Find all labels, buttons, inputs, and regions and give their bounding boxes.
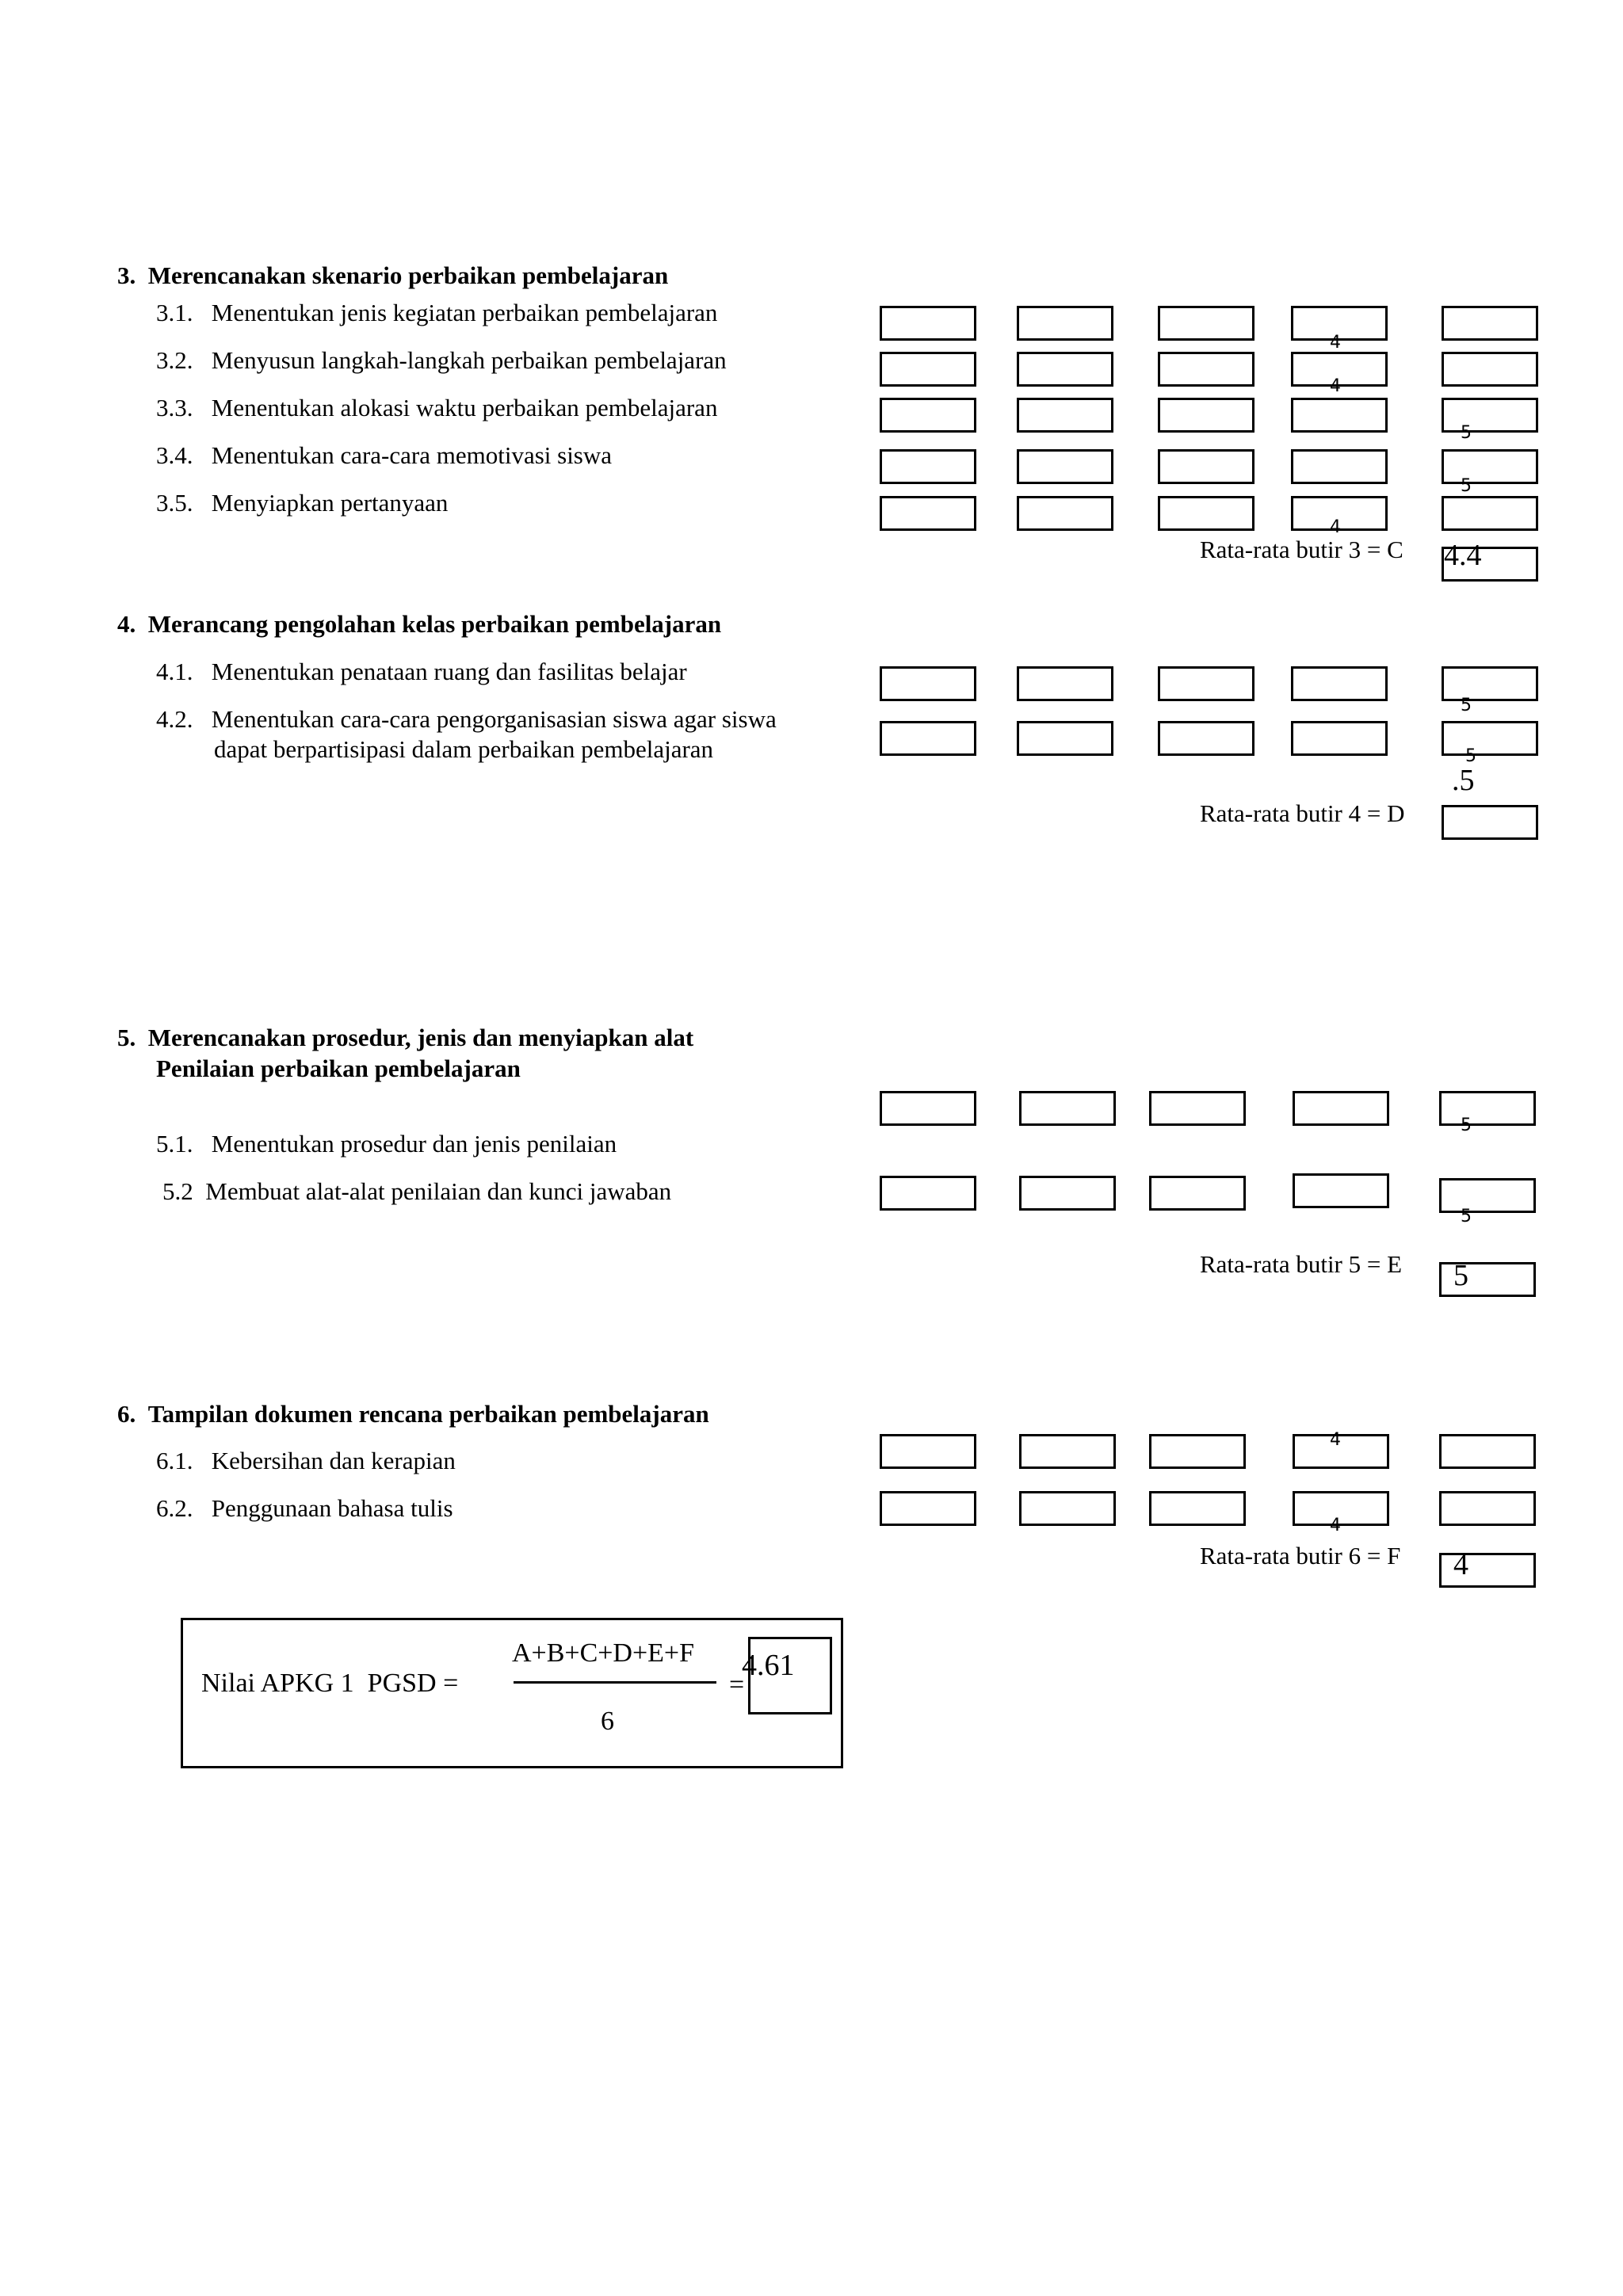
score-box-5-1-col4: [1293, 1091, 1389, 1126]
score-box-6-2-col2: [1019, 1491, 1116, 1526]
score-box-6-2-col1: [880, 1491, 976, 1526]
average-6-label: Rata-rata butir 6 = F: [1200, 1542, 1401, 1569]
score-box-3-5-col1: [880, 496, 976, 531]
item-3-5-label: 3.5. Menyiapkan pertanyaan: [156, 489, 449, 517]
item-5-1-label: 5.1. Menentukan prosedur dan jenis penilaian: [156, 1130, 617, 1158]
formula-denominator: 6: [601, 1707, 614, 1736]
score-box-4-2-col3: [1158, 721, 1254, 756]
score-mark-6-1: 4: [1330, 1430, 1341, 1450]
score-box-3-3-col2: [1017, 398, 1113, 433]
score-box-6-1-col2: [1019, 1434, 1116, 1469]
score-box-3-3-col3: [1158, 398, 1254, 433]
score-box-6-1-col4: [1293, 1434, 1389, 1469]
final-score-label: Nilai APKG 1 PGSD =: [201, 1669, 459, 1698]
score-box-3-1-col2: [1017, 306, 1113, 341]
score-mark-5-2: 5: [1461, 1207, 1472, 1226]
score-box-3-2-col5: [1442, 352, 1538, 387]
score-box-5-2-col4: [1293, 1173, 1389, 1208]
score-box-5-1-col1: [880, 1091, 976, 1126]
score-box-3-2-col1: [880, 352, 976, 387]
item-3-2-label: 3.2. Menyusun langkah-langkah perbaikan pembelajaran: [156, 346, 727, 374]
equals-sign: =: [729, 1670, 745, 1699]
item-3-1-label: 3.1. Menentukan jenis kegiatan perbaikan pembelajaran: [156, 299, 718, 326]
item-4-2-label-cont: dapat berpartisipasi dalam perbaikan pembelajaran: [214, 735, 714, 763]
average-6-value: 4: [1453, 1548, 1468, 1581]
score-box-4-1-col2: [1017, 666, 1113, 701]
score-mark-4-1: 5: [1461, 696, 1472, 715]
average-3-value: 4.4: [1444, 539, 1482, 572]
score-box-4-2-col5: [1442, 721, 1538, 756]
score-box-4-2-col1: [880, 721, 976, 756]
average-3-label: Rata-rata butir 3 = C: [1200, 536, 1403, 563]
score-mark-5-1: 5: [1461, 1116, 1472, 1135]
section-5-title-line2: Penilaian perbaikan pembelajaran: [156, 1055, 521, 1082]
score-box-5-1-col3: [1149, 1091, 1246, 1126]
score-box-3-3-col1: [880, 398, 976, 433]
score-box-3-3-col5: [1442, 398, 1538, 433]
item-6-1-label: 6.1. Kebersihan dan kerapian: [156, 1447, 456, 1474]
score-box-3-4-col2: [1017, 449, 1113, 484]
score-mark-3-2: 4: [1330, 376, 1341, 396]
score-mark-3-5: 4: [1330, 517, 1341, 537]
item-6-2-label: 6.2. Penggunaan bahasa tulis: [156, 1494, 453, 1522]
fraction-line: [514, 1681, 716, 1684]
average-4-label: Rata-rata butir 4 = D: [1200, 799, 1405, 827]
score-box-3-1-col3: [1158, 306, 1254, 341]
score-mark-3-3: 5: [1461, 423, 1472, 443]
score-box-3-4-col5: [1442, 449, 1538, 484]
score-box-6-2-col3: [1149, 1491, 1246, 1526]
formula-numerator: A+B+C+D+E+F: [512, 1638, 695, 1668]
item-3-4-label: 3.4. Menentukan cara-cara memotivasi siswa: [156, 441, 613, 469]
score-box-5-2-col3: [1149, 1176, 1246, 1211]
score-box-3-2-col3: [1158, 352, 1254, 387]
score-box-5-2-col5: [1439, 1178, 1536, 1213]
average-4-box: [1442, 805, 1538, 840]
score-box-6-2-col4: [1293, 1491, 1389, 1526]
item-4-2-label: 4.2. Menentukan cara-cara pengorganisasian siswa agar siswa: [156, 705, 777, 733]
score-box-4-1-col5: [1442, 666, 1538, 701]
score-box-5-2-col2: [1019, 1176, 1116, 1211]
score-box-3-1-col5: [1442, 306, 1538, 341]
average-4-value: .5: [1452, 764, 1475, 797]
score-box-5-1-col5: [1439, 1091, 1536, 1126]
score-box-3-4-col1: [880, 449, 976, 484]
score-box-6-1-col1: [880, 1434, 976, 1469]
average-5-value: 5: [1453, 1259, 1468, 1292]
score-box-4-1-col4: [1291, 666, 1388, 701]
score-mark-3-4: 5: [1461, 476, 1472, 496]
score-mark-6-2: 4: [1330, 1516, 1341, 1535]
score-box-3-2-col2: [1017, 352, 1113, 387]
score-box-3-5-col2: [1017, 496, 1113, 531]
score-box-4-1-col1: [880, 666, 976, 701]
score-box-3-5-col3: [1158, 496, 1254, 531]
score-mark-4-2: 5: [1465, 746, 1476, 766]
score-box-3-1-col1: [880, 306, 976, 341]
score-box-4-2-col4: [1291, 721, 1388, 756]
score-box-5-1-col2: [1019, 1091, 1116, 1126]
section-4-title: 4. Merancang pengolahan kelas perbaikan pembelajaran: [117, 610, 722, 638]
score-box-6-1-col3: [1149, 1434, 1246, 1469]
item-3-3-label: 3.3. Menentukan alokasi waktu perbaikan pembelajaran: [156, 394, 718, 421]
score-mark-3-1: 4: [1330, 333, 1341, 353]
average-5-label: Rata-rata butir 5 = E: [1200, 1250, 1403, 1278]
score-box-4-2-col2: [1017, 721, 1113, 756]
score-box-5-2-col1: [880, 1176, 976, 1211]
score-box-3-5-col5: [1442, 496, 1538, 531]
item-5-2-label: 5.2 Membuat alat-alat penilaian dan kunci jawaban: [162, 1177, 672, 1205]
section-6-title: 6. Tampilan dokumen rencana perbaikan pembelajaran: [117, 1400, 709, 1428]
final-result-value: 4.61: [742, 1649, 795, 1682]
score-box-3-4-col4: [1291, 449, 1388, 484]
section-3-title: 3. Merencanakan skenario perbaikan pembelajaran: [117, 261, 669, 289]
item-4-1-label: 4.1. Menentukan penataan ruang dan fasilitas belajar: [156, 658, 687, 685]
score-box-6-1-col5: [1439, 1434, 1536, 1469]
score-box-3-3-col4: [1291, 398, 1388, 433]
score-box-4-1-col3: [1158, 666, 1254, 701]
score-box-3-4-col3: [1158, 449, 1254, 484]
section-5-title-line1: 5. Merencanakan prosedur, jenis dan menyiapkan alat: [117, 1024, 694, 1051]
score-box-6-2-col5: [1439, 1491, 1536, 1526]
